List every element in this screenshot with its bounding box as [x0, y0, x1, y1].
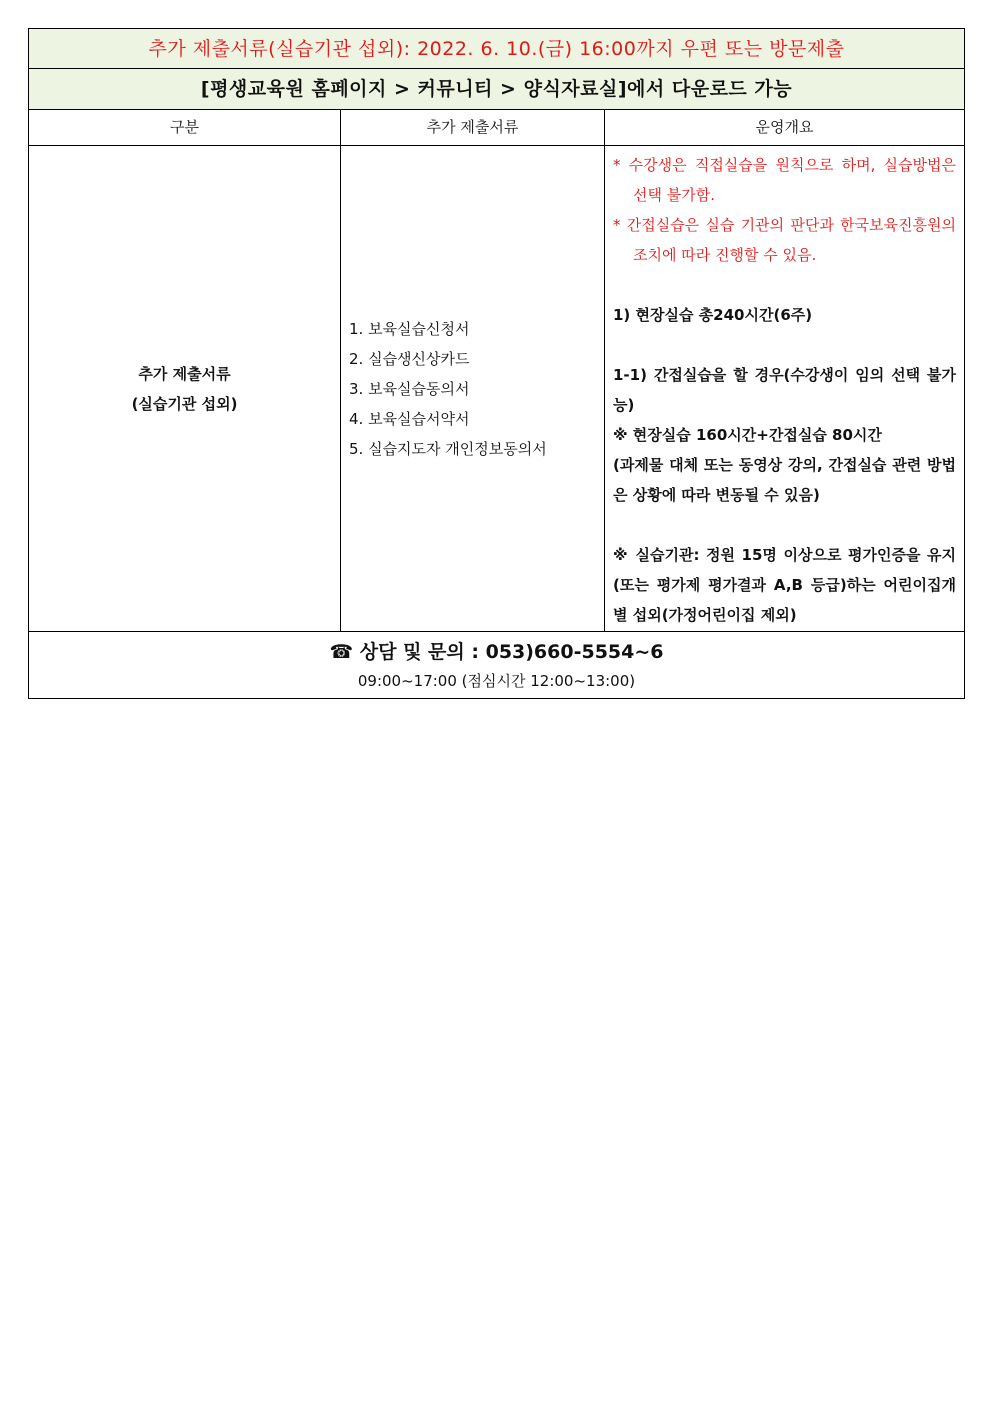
download-banner: [평생교육원 홈페이지 > 커뮤니티 > 양식자료실]에서 다운로드 가능 — [29, 69, 964, 110]
notice-indirect-practice: * 간접실습은 실습 기관의 판단과 한국보육진흥원의 조치에 따라 진행할 수 있음. — [613, 216, 956, 264]
spacer — [613, 270, 956, 300]
hours-split: ※ 현장실습 160시간+간접실습 80시간 — [613, 426, 882, 444]
notice-direct-practice: * 수강생은 직접실습을 원칙으로 하며, 실습방법은 선택 불가함. — [613, 156, 956, 204]
document-table — [28, 28, 965, 699]
list-item: 4. 보육실습서약서 — [349, 409, 470, 428]
documents-cell — [341, 146, 605, 631]
list-item: 2. 실습생신상카드 — [349, 349, 470, 368]
category-line-2: (실습기관 섭외) — [131, 394, 238, 413]
category-cell — [29, 146, 341, 631]
list-item: 3. 보육실습동의서 — [349, 379, 470, 398]
contact-label: ☎ 상담 및 문의 : 053)660-5554~6 — [329, 641, 664, 663]
list-item: 1. 보육실습신청서 — [349, 319, 470, 338]
spacer — [613, 510, 956, 540]
list-item: 5. 실습지도자 개인정보동의서 — [349, 439, 547, 458]
category-line-1: 추가 제출서류 — [138, 364, 231, 383]
header-category: 구분 — [29, 110, 341, 146]
method-note: (과제물 대체 또는 동영상 강의, 간접실습 관련 방법은 상황에 따라 변동될 수 있음) — [613, 456, 956, 504]
deadline-banner: 추가 제출서류(실습기관 섭외): 2022. 6. 10.(금) 16:00까지 우편 또는 방문제출 — [29, 29, 964, 69]
field-practice-hours: 1) 현장실습 총240시간(6주) — [613, 306, 813, 324]
contact-footer — [29, 632, 964, 698]
header-documents: 추가 제출서류 — [341, 110, 605, 146]
office-hours: 09:00~17:00 (점심시간 12:00~13:00) — [357, 672, 636, 690]
overview-cell — [605, 146, 964, 631]
institution-note: ※ 실습기관: 정원 15명 이상으로 평가인증을 유지(또는 평가제 평가결과 A,B 등급)하는 어린이집개별 섭외(가정어린이집 제외) — [613, 546, 956, 624]
spacer — [613, 330, 956, 360]
info-table — [29, 110, 964, 632]
header-overview: 운영개요 — [605, 110, 964, 146]
indirect-case: 1-1) 간접실습을 할 경우(수강생이 임의 선택 불가능) — [613, 366, 956, 414]
documents-list — [349, 314, 604, 464]
